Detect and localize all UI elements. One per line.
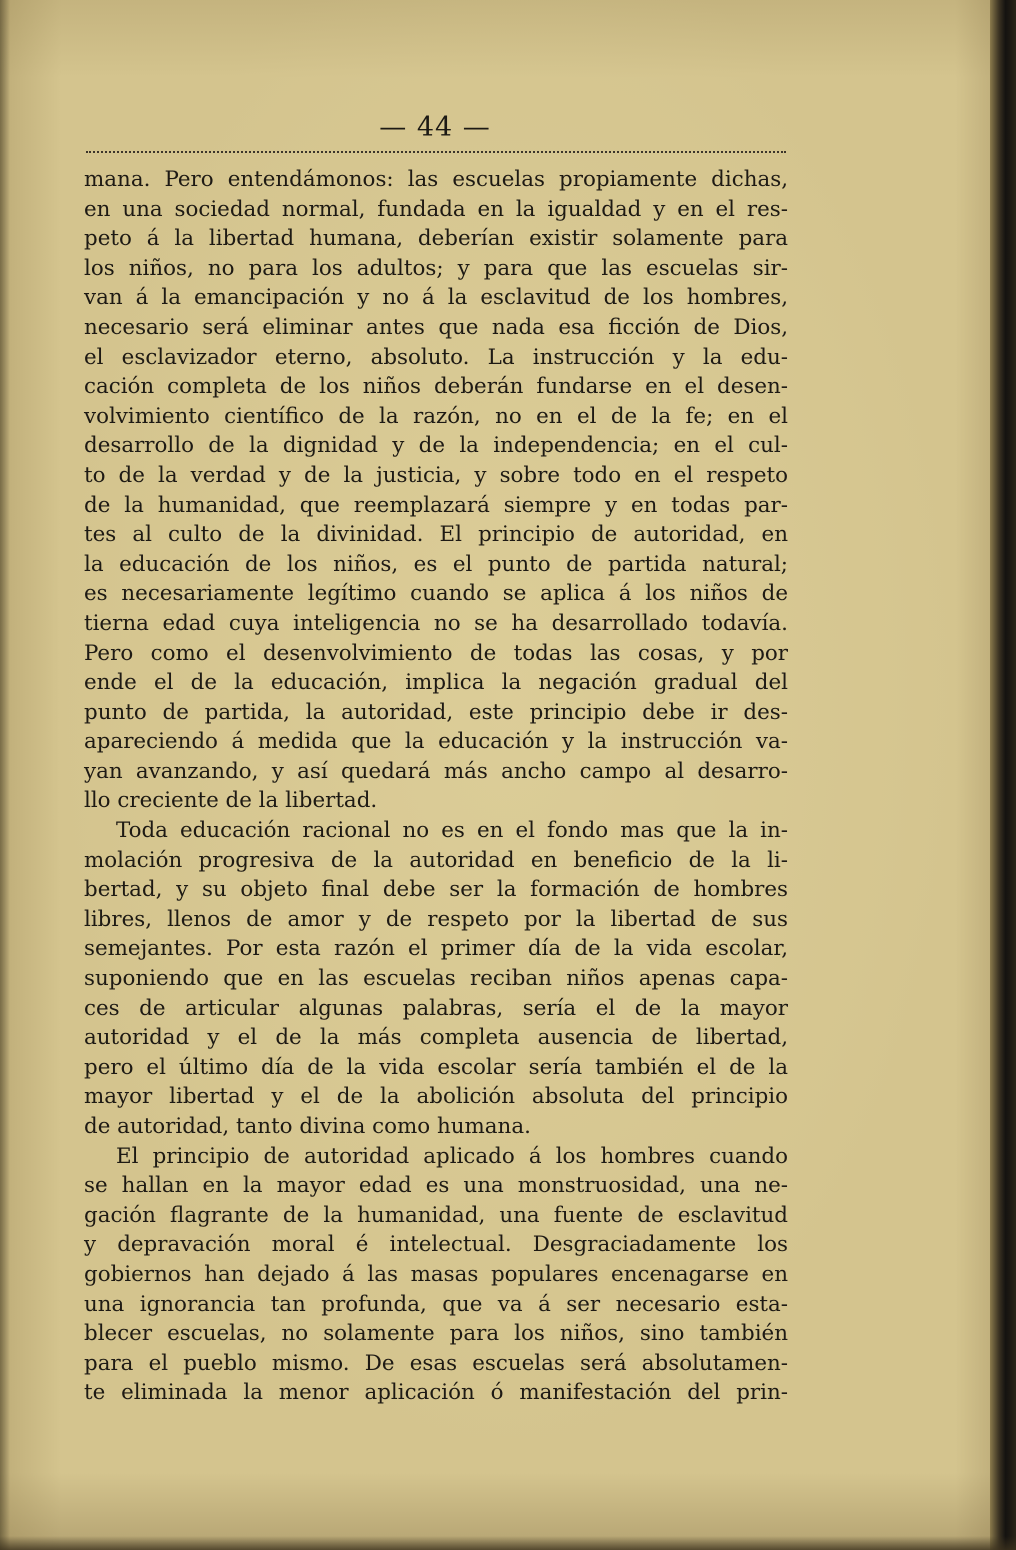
paragraph-start-line: Toda educación racional no es en el fondo mas que la in-: [116, 818, 788, 844]
text-line: ende el de la educación, implica la negación gradual del: [84, 670, 788, 696]
page-number: — 44 —: [379, 112, 491, 143]
text-line: peto á la libertad humana, deberían existir solamente para: [84, 226, 788, 252]
text-line: punto de partida, la autoridad, este principio debe ir des-: [84, 699, 788, 725]
text-line: una ignorancia tan profunda, que va á ser necesario esta-: [84, 1291, 788, 1317]
text-line: Pero como el desenvolvimiento de todas las cosas, y por: [84, 640, 788, 666]
text-line: mayor libertad y el de la abolición absoluta del principio: [84, 1084, 788, 1110]
text-line: el esclavizador eterno, absoluto. La instrucción y la edu-: [84, 344, 788, 370]
text-line: necesario será eliminar antes que nada esa ficción de Dios,: [84, 314, 788, 340]
text-line: volvimiento científico de la razón, no en el de la fe; en el: [84, 403, 788, 429]
text-line: yan avanzando, y así quedará más ancho campo al desarro-: [84, 758, 788, 784]
text-line: cación completa de los niños deberán fundarse en el desen-: [84, 374, 788, 400]
text-line: pero el último día de la vida escolar sería también el de la: [84, 1054, 788, 1080]
text-line: van á la emancipación y no á la esclavitud de los hombres,: [84, 285, 788, 311]
text-line: semejantes. Por esta razón el primer día de la vida escolar,: [84, 936, 788, 962]
text-line: autoridad y el de la más completa ausencia de libertad,: [84, 1025, 788, 1051]
text-line: mana. Pero entendámonos: las escuelas propiamente dichas,: [84, 167, 788, 192]
text-line: los niños, no para los adultos; y para que las escuelas sir-: [84, 255, 788, 281]
paragraph-start-line: El principio de autoridad aplicado á los hombres cuando: [116, 1143, 788, 1169]
text-line: apareciendo á medida que la educación y la instrucción va-: [84, 729, 788, 755]
text-line: blecer escuelas, no solamente para los niños, sino también: [84, 1321, 788, 1347]
text-line: gación flagrante de la humanidad, una fuente de esclavitud: [84, 1202, 788, 1228]
text-line: bertad, y su objeto final debe ser la formación de hombres: [84, 877, 788, 903]
text-line: gobiernos han dejado á las masas populares encenagarse en: [84, 1261, 788, 1287]
text-line: se hallan en la mayor edad es una monstruosidad, una ne-: [84, 1173, 788, 1199]
text-line: para el pueblo mismo. De esas escuelas será absolutamen-: [84, 1350, 788, 1376]
text-line: te eliminada la menor aplicación ó manifestación del prin-: [84, 1380, 788, 1406]
text-line: libres, llenos de amor y de respeto por la libertad de sus: [84, 906, 788, 932]
text-line: la educación de los niños, es el punto de partida natural;: [84, 551, 788, 577]
text-line: de la humanidad, que reemplazará siempre y en todas par-: [84, 492, 788, 518]
text-line: y depravación moral é intelectual. Desgraciadamente los: [84, 1232, 788, 1258]
text-line: tierna edad cuya inteligencia no se ha desarrollado todavía.: [84, 610, 788, 636]
header-rule: [86, 151, 786, 153]
page-bottom-edge: [0, 1536, 1016, 1550]
page-left-edge: [0, 0, 10, 1550]
text-line: desarrollo de la dignidad y de la independencia; en el cul-: [84, 433, 788, 459]
text-line: en una sociedad normal, fundada en la igualdad y en el res-: [84, 196, 788, 222]
text-line: suponiendo que en las escuelas reciban niños apenas capa-: [84, 966, 788, 992]
book-binding: [990, 0, 1016, 1550]
text-line: to de la verdad y de la justicia, y sobre todo en el respeto: [84, 462, 788, 488]
text-line: ces de articular algunas palabras, sería el de la mayor: [84, 995, 788, 1021]
text-line: molación progresiva de la autoridad en beneficio de la li-: [84, 847, 788, 873]
text-line: llo creciente de la libertad.: [84, 788, 378, 814]
text-line: de autoridad, tanto divina como humana.: [84, 1114, 531, 1139]
text-line: es necesariamente legítimo cuando se aplica á los niños de: [84, 581, 788, 607]
text-line: tes al culto de la divinidad. El principio de autoridad, en: [84, 522, 788, 548]
body-text: [84, 165, 788, 1408]
